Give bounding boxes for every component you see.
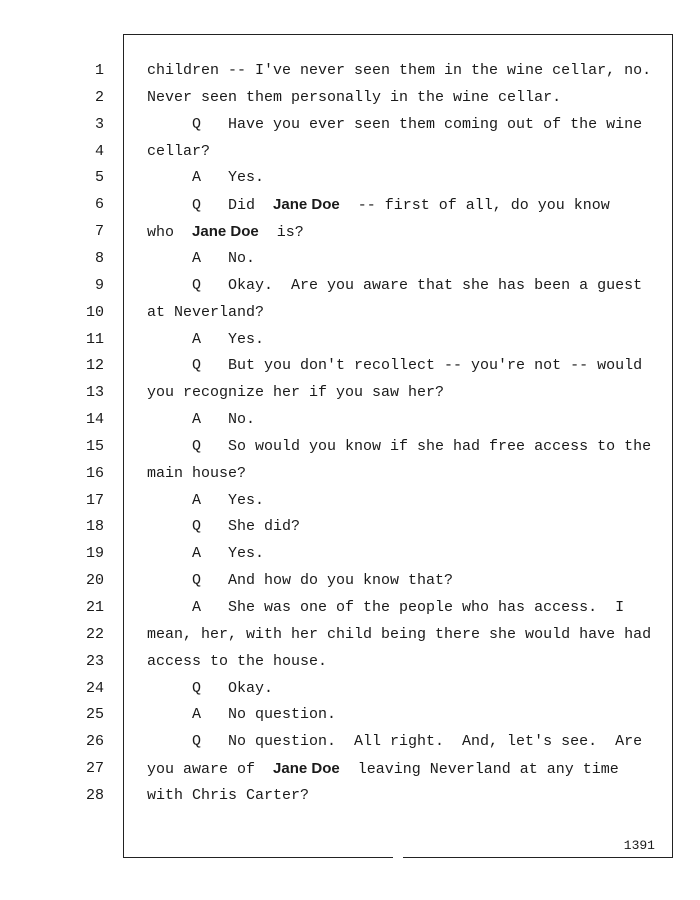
line-text: Q But you don't recollect -- you're not -- would: [147, 357, 643, 374]
line-number: 2: [94, 89, 104, 106]
line-text: access to the house.: [147, 653, 328, 670]
transcript-line: [147, 116, 662, 134]
redacted-name: Jane Doe: [273, 760, 340, 777]
frame-bottom-border-left: [123, 857, 393, 858]
line-text: A No.: [147, 250, 256, 267]
line-text: Q Okay. Are you aware that she has been a guest: [147, 277, 643, 294]
line-number: 1: [94, 62, 104, 79]
line-text: Q Did: [147, 197, 274, 214]
line-number: 27: [85, 760, 104, 777]
line-number: 5: [94, 169, 104, 186]
transcript-line: [147, 572, 662, 590]
line-text: you recognize her if you saw her?: [147, 384, 445, 401]
line-number: 16: [85, 465, 104, 482]
transcript-line: [147, 760, 662, 779]
transcript-line: [147, 250, 662, 268]
transcript-line: [147, 277, 662, 295]
line-number: 19: [85, 545, 104, 562]
line-text: who: [147, 224, 193, 241]
line-number: 10: [85, 304, 104, 321]
transcript-line: [147, 492, 662, 510]
line-text: Never seen them personally in the wine cellar.: [147, 89, 562, 106]
line-text: A Yes.: [147, 492, 265, 509]
line-text: main house?: [147, 465, 247, 482]
line-text: children -- I've never seen them in the wine cellar, no.: [147, 62, 652, 79]
transcript-line: [147, 438, 662, 456]
line-number: 26: [85, 733, 104, 750]
line-text: Q Okay.: [147, 680, 274, 697]
transcript-line: [147, 545, 662, 563]
line-number: 28: [85, 787, 104, 804]
line-number: 20: [85, 572, 104, 589]
transcript-line: [147, 465, 662, 483]
transcript-line: [147, 304, 662, 322]
transcript-line: [147, 223, 662, 242]
frame-top-border: [123, 34, 673, 35]
transcript-line: [147, 331, 662, 349]
line-number: 6: [94, 196, 104, 213]
transcript-line: [147, 169, 662, 187]
line-number: 21: [85, 599, 104, 616]
frame-bottom-border-right: [403, 857, 673, 858]
line-text: mean, her, with her child being there she would have had: [147, 626, 652, 643]
line-number: 3: [94, 116, 104, 133]
line-text: A No.: [147, 411, 256, 428]
line-text: Q She did?: [147, 518, 301, 535]
transcript-line: [147, 706, 662, 724]
frame-right-border: [672, 34, 673, 858]
redacted-name: Jane Doe: [192, 223, 259, 240]
line-text: Q No question. All right. And, let's see. Are: [147, 733, 643, 750]
line-text: A No question.: [147, 706, 337, 723]
frame-left-border: [123, 34, 124, 858]
transcript-line: [147, 518, 662, 536]
transcript-line: [147, 357, 662, 375]
transcript-line: [147, 196, 662, 215]
transcript-line: [147, 89, 662, 107]
line-text-continued: -- first of all, do you know: [339, 197, 610, 214]
line-text-continued: leaving Neverland at any time: [339, 761, 619, 778]
line-number: 22: [85, 626, 104, 643]
transcript-line: [147, 626, 662, 644]
line-number: 7: [94, 223, 104, 240]
line-number: 23: [85, 653, 104, 670]
transcript-line: [147, 599, 662, 617]
transcript-line: [147, 653, 662, 671]
line-text: A Yes.: [147, 169, 265, 186]
line-number: 17: [85, 492, 104, 509]
line-text: A Yes.: [147, 331, 265, 348]
line-text: Q So would you know if she had free access to the: [147, 438, 652, 455]
line-text: Q And how do you know that?: [147, 572, 454, 589]
line-number: 25: [85, 706, 104, 723]
line-text-continued: is?: [258, 224, 304, 241]
line-text: A She was one of the people who has access. I: [147, 599, 625, 616]
line-number: 14: [85, 411, 104, 428]
transcript-line: [147, 680, 662, 698]
line-text: at Neverland?: [147, 304, 265, 321]
transcript-line: [147, 143, 662, 161]
line-text: Q Have you ever seen them coming out of the wine: [147, 116, 643, 133]
line-text: you aware of: [147, 761, 274, 778]
line-number: 11: [85, 331, 104, 348]
transcript-line: [147, 787, 662, 805]
line-number: 18: [85, 518, 104, 535]
line-number: 15: [85, 438, 104, 455]
line-number: 13: [85, 384, 104, 401]
line-number: 9: [94, 277, 104, 294]
line-number: 12: [85, 357, 104, 374]
transcript-line: [147, 384, 662, 402]
transcript-line: [147, 62, 662, 80]
page-number: 1391: [623, 838, 655, 853]
line-number: 4: [94, 143, 104, 160]
line-number: 24: [85, 680, 104, 697]
line-text: with Chris Carter?: [147, 787, 310, 804]
transcript-line: [147, 733, 662, 751]
redacted-name: Jane Doe: [273, 196, 340, 213]
line-text: cellar?: [147, 143, 211, 160]
line-number: 8: [94, 250, 104, 267]
transcript-line: [147, 411, 662, 429]
line-text: A Yes.: [147, 545, 265, 562]
